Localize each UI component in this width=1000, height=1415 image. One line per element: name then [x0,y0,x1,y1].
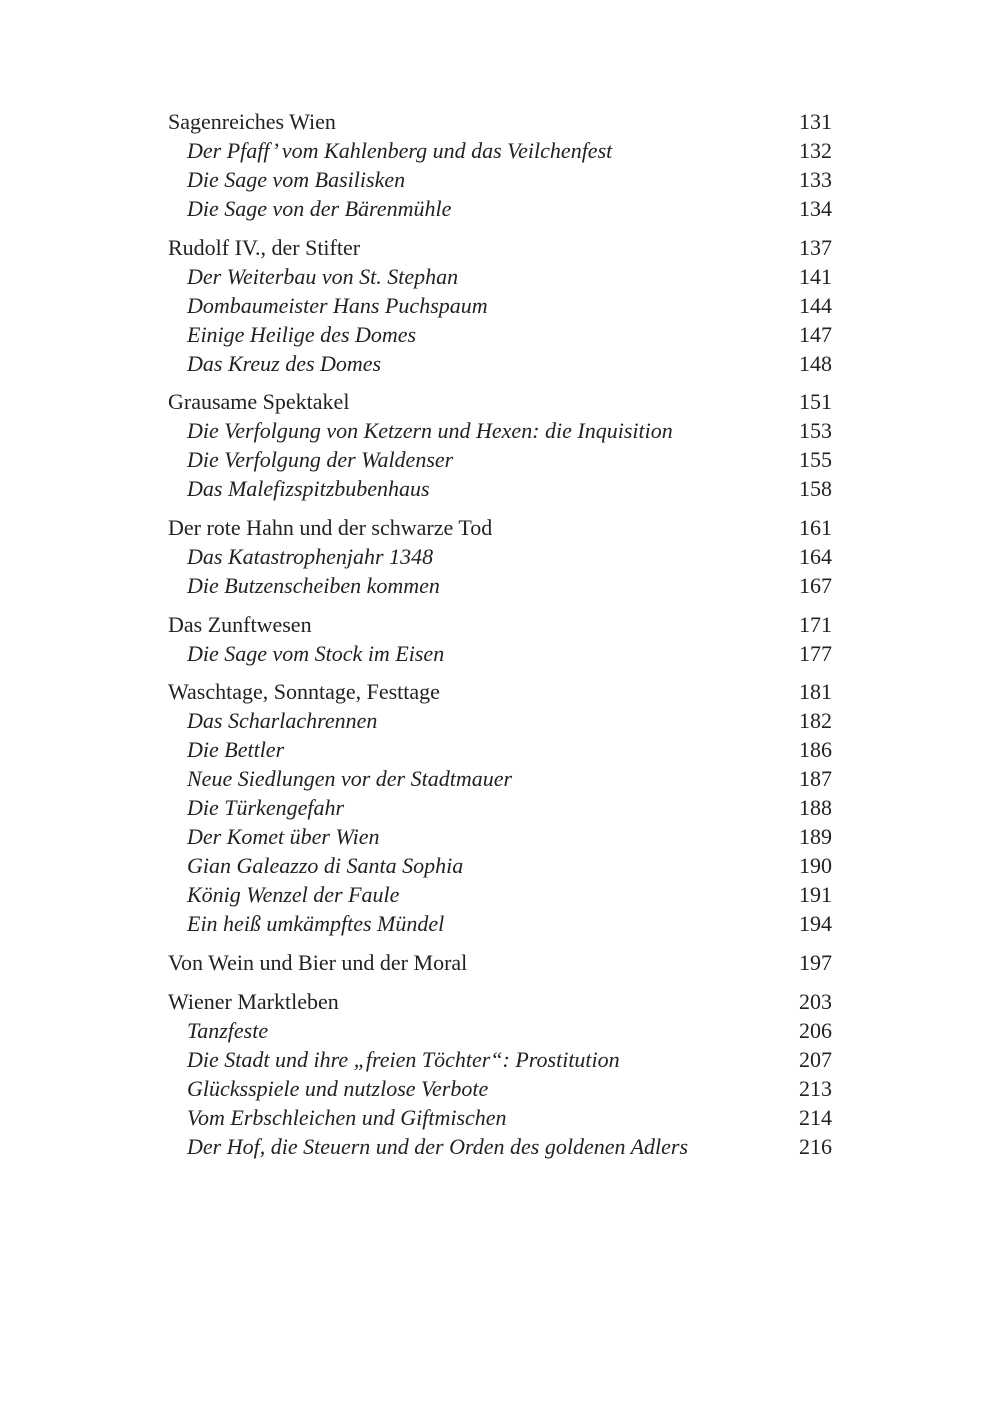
toc-entry-page-number: 207 [799,1046,832,1072]
toc-entry-title: Das Katastrophenjahr 1348 [187,544,434,570]
toc-entry-page-number: 194 [799,911,832,937]
toc-section [168,107,832,223]
toc-entry-title: Die Bettler [187,737,285,763]
toc-chapter-page-number: 161 [799,515,832,541]
toc-entry [168,1074,832,1103]
toc-chapter-title: Grausame Spektakel [168,389,350,415]
toc-entry-title: Das Malefizspitzbubenhaus [187,476,430,502]
toc-section [168,987,832,1161]
toc-entry [168,320,832,349]
toc-entry [168,262,832,291]
toc-entry-page-number: 167 [799,573,832,599]
toc-chapter-page-number: 197 [799,950,832,976]
toc-entry [168,349,832,378]
toc-entry-title: Der Weiterbau von St. Stephan [187,263,459,289]
toc-chapter-page-number: 131 [799,109,832,134]
toc-entry-title: Die Sage von der Bärenmühle [187,196,452,221]
toc-entry-title: Neue Siedlungen vor der Stadtmauer [187,766,513,792]
toc-chapter [168,677,832,706]
toc-entry-page-number: 177 [799,640,832,666]
toc-entry-title: Glücksspiele und nutzlose Verbote [187,1075,489,1101]
toc-entry-title: Der Komet über Wien [187,824,380,850]
toc-entry [168,571,832,600]
toc-entry [168,639,832,668]
toc-entry-title: Die Sage vom Stock im Eisen [187,640,445,666]
toc-entry-page-number: 187 [799,766,832,792]
toc-chapter-title: Wiener Marktleben [168,988,339,1014]
toc-entry-page-number: 153 [799,418,832,444]
toc-entry-title: Der Pfaff’ vom Kahlenberg und das Veilchenfest [187,138,613,163]
toc-entry [168,291,832,320]
toc-entry-page-number: 188 [799,795,832,821]
toc-section [168,677,832,938]
toc-chapter [168,948,832,977]
toc-chapter [168,513,832,542]
toc-entry-title: Gian Galeazzo di Santa Sophia [187,853,464,879]
toc-entry [168,909,832,938]
toc-entry [168,735,832,764]
toc-entry [168,822,832,851]
toc-chapter [168,233,832,262]
toc-chapter [168,610,832,639]
toc-entry [168,1045,832,1074]
toc-chapter-title: Rudolf IV., der Stifter [168,234,361,260]
toc-chapter [168,387,832,416]
toc-entry-page-number: 134 [799,196,832,221]
toc-entry [168,851,832,880]
toc-section [168,610,832,668]
toc-entry-title: Die Verfolgung von Ketzern und Hexen: die Inquisition [187,418,673,444]
toc-entry [168,194,832,223]
toc-chapter-title: Das Zunftwesen [168,611,312,637]
toc-entry-title: Das Scharlachrennen [187,708,378,734]
toc-entry-page-number: 164 [799,544,832,570]
toc-section [168,387,832,503]
toc-entry-title: Die Türkengefahr [187,795,345,821]
toc-chapter-page-number: 151 [799,389,832,415]
toc-entry [168,706,832,735]
toc-entry-page-number: 213 [799,1075,832,1101]
toc-entry-page-number: 133 [799,167,832,192]
toc-entry-title: König Wenzel der Faule [187,882,400,908]
toc-entry-page-number: 144 [799,292,832,318]
toc-entry [168,880,832,909]
toc-entry-page-number: 141 [799,263,832,289]
toc-entry-page-number: 132 [799,138,832,163]
toc-entry [168,1103,832,1132]
toc-entry-title: Einige Heilige des Domes [187,321,417,347]
toc-entry-title: Der Hof, die Steuern und der Orden des goldenen Adlers [187,1133,689,1159]
toc-entry [168,542,832,571]
toc-entry-page-number: 147 [799,321,832,347]
toc-entry-page-number: 191 [799,882,832,908]
toc-entry-title: Die Butzenscheiben kommen [187,573,440,599]
toc-chapter [168,107,832,136]
toc-entry [168,165,832,194]
toc-chapter-page-number: 171 [799,611,832,637]
toc-entry-title: Die Verfolgung der Waldenser [187,447,454,473]
toc-entry-page-number: 186 [799,737,832,763]
toc-chapter-title: Waschtage, Sonntage, Festtage [168,679,440,705]
toc-entry [168,474,832,503]
toc-chapter-page-number: 181 [799,679,832,705]
toc-entry-title: Dombaumeister Hans Puchspaum [187,292,488,318]
toc-entry [168,1132,832,1161]
toc-chapter-page-number: 137 [799,234,832,260]
toc-entry-title: Ein heiß umkämpftes Mündel [187,911,445,937]
toc-entry-page-number: 189 [799,824,832,850]
toc-section [168,233,832,378]
table-of-contents [168,107,832,1171]
toc-entry-page-number: 190 [799,853,832,879]
toc-entry-page-number: 148 [799,350,832,376]
toc-section [168,948,832,977]
toc-entry-page-number: 216 [799,1133,832,1159]
toc-entry-title: Vom Erbschleichen und Giftmischen [187,1104,507,1130]
toc-entry [168,136,832,165]
toc-entry-page-number: 155 [799,447,832,473]
toc-entry-title: Die Stadt und ihre „freien Töchter“: Prostitution [187,1046,620,1072]
toc-entry-page-number: 214 [799,1104,832,1130]
toc-chapter-title: Von Wein und Bier und der Moral [168,950,468,976]
toc-chapter-page-number: 203 [799,988,832,1014]
toc-entry-title: Das Kreuz des Domes [187,350,382,376]
toc-entry-title: Tanzfeste [187,1017,269,1043]
toc-entry-page-number: 158 [799,476,832,502]
toc-entry [168,764,832,793]
toc-chapter-title: Der rote Hahn und der schwarze Tod [168,515,493,541]
toc-entry [168,793,832,822]
toc-chapter [168,987,832,1016]
toc-entry-page-number: 182 [799,708,832,734]
toc-entry [168,1016,832,1045]
toc-entry [168,416,832,445]
toc-section [168,513,832,600]
toc-entry [168,445,832,474]
toc-entry-page-number: 206 [799,1017,832,1043]
toc-entry-title: Die Sage vom Basilisken [187,167,406,192]
toc-chapter-title: Sagenreiches Wien [168,109,336,134]
